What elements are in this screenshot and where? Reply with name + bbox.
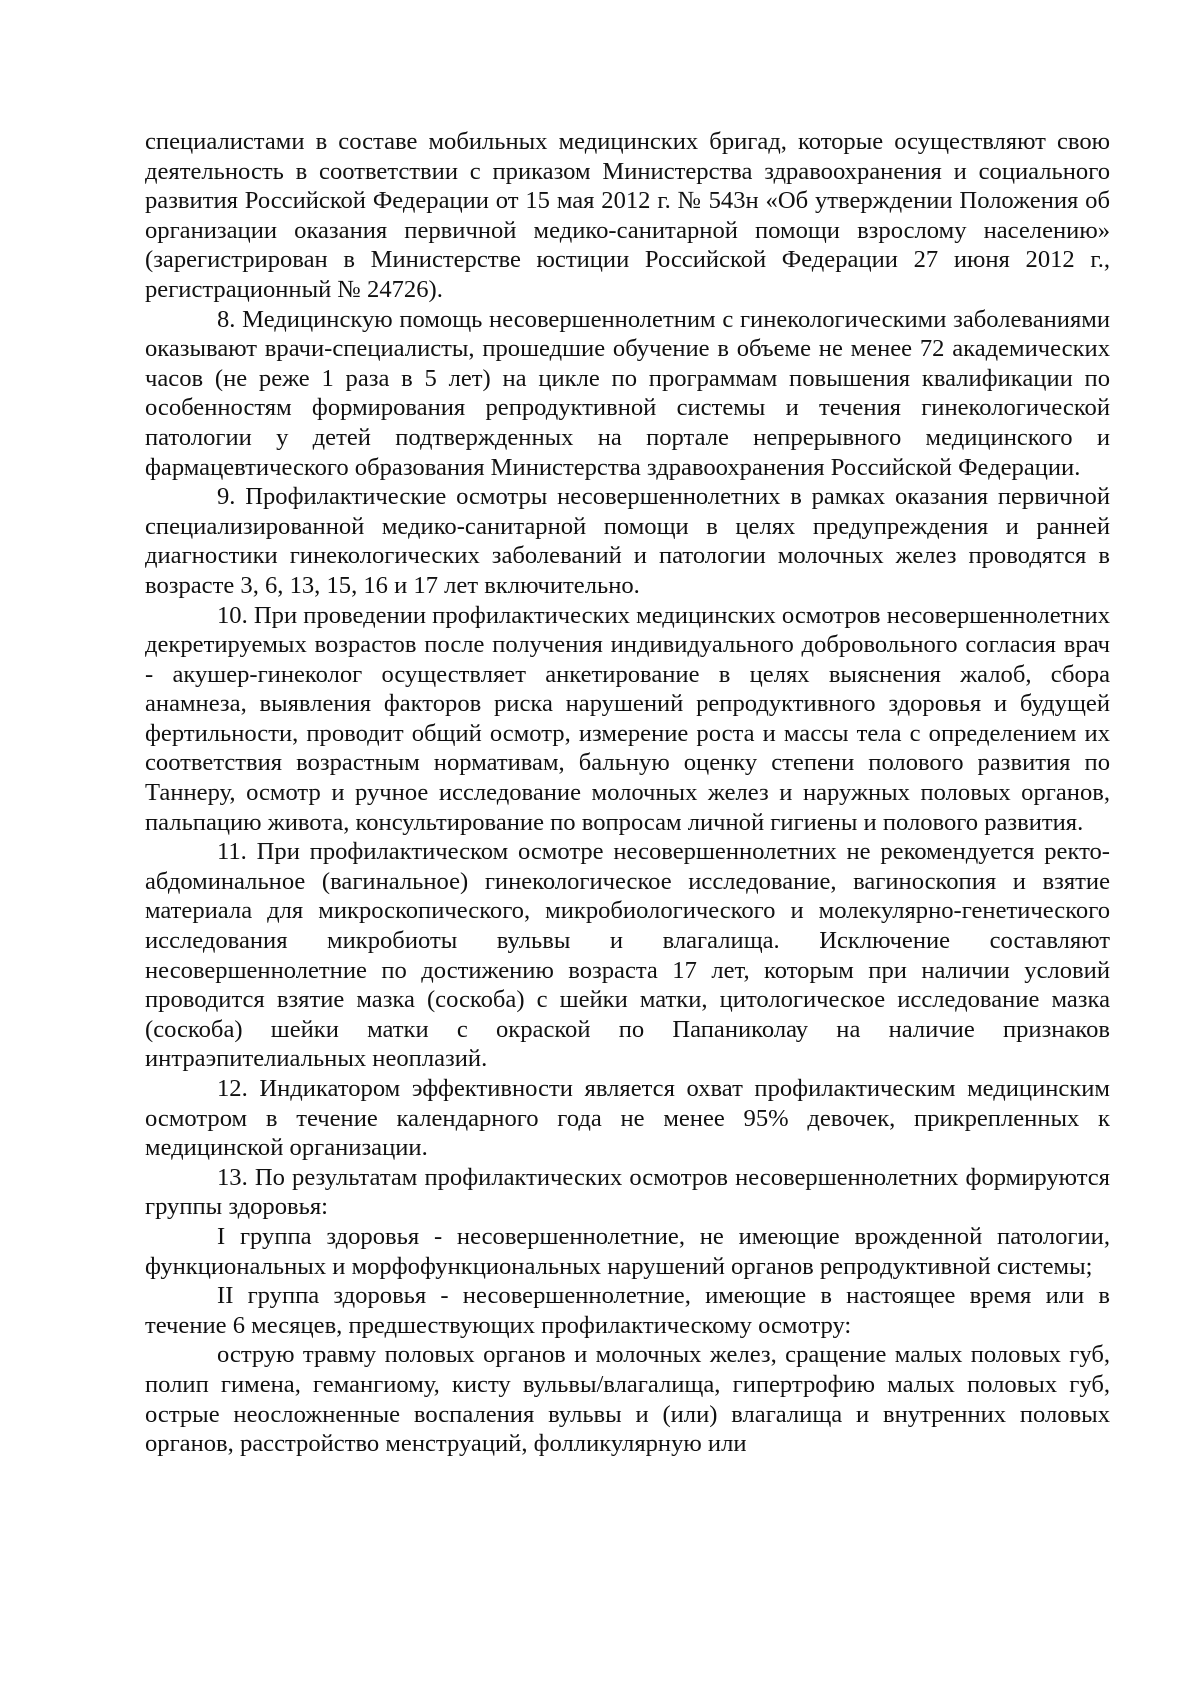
document-body [145,127,1110,1459]
paragraph-continuation: специалистами в составе мобильных медицинских бригад, которые осуществляют свою деятельность в соответствии с приказом Министерства здравоохранения и социального развития Российской Федерации от 15 мая 2012 г. № 543н «Об утверждении Положения об организации оказания первичной медико-санитарной помощи взрослому населению» (зарегистрирован в Министерстве юстиции Российской Федерации 27 июня 2012 г., регистрационный № 24726). [145,128,1110,303]
health-group-2: II группа здоровья - несовершеннолетние, имеющие в настоящее время или в течение 6 месяцев, предшествующих профилактическому осмотру: [145,1282,1110,1339]
paragraph-item-8: 8. Медицинскую помощь несовершеннолетним с гинекологическими заболеваниями оказывают врачи-специалисты, прошедшие обучение в объеме не менее 72 академических часов (не реже 1 раза в 5 лет) на цикле по программам повышения квалификации по особенностям формирования репродуктивной системы и течения гинекологической патологии у детей подтвержденных на портале непрерывного медицинского и фармацевтического образования Министерства здравоохранения Российской Федерации. [145,305,1110,481]
health-group-1: I группа здоровья - несовершеннолетние, не имеющие врожденной патологии, функциональных и морфофункциональных нарушений органов репродуктивной системы; [145,1222,1110,1280]
health-group-2-conditions: острую травму половых органов и молочных желез, сращение малых половых губ, полип гимена, гемангиому, кисту вульвы/влагалища, гипертрофию малых половых губ, острые неосложненные воспаления вульвы и (или) влагалища и внутренних половых органов, расстройство менструаций, фолликулярную или [145,1341,1110,1458]
paragraph-item-9: 9. Профилактические осмотры несовершеннолетних в рамках оказания первичной специализированной медико-санитарной помощи в целях предупреждения и ранней диагностики гинекологических заболеваний и патологии молочных желез проводятся в возрасте 3, 6, 13, 15, 16 и 17 лет включительно. [145,483,1110,599]
paragraph-item-10: 10. При проведении профилактических медицинских осмотров несовершеннолетних декретируемых возрастов после получения индивидуального добровольного согласия врач - акушер-гинеколог осуществляет анкетирование в целях выяснения жалоб, сбора анамнеза, выявления факторов риска нарушений репродуктивного здоровья и будущей фертильности, проводит общий осмотр, измерение роста и массы тела с определением их соответствия возрастным нормативам, бальную оценку степени полового развития по Таннеру, осмотр и ручное исследование молочных желез и наружных половых органов, пальпацию живота, консультирование по вопросам личной гигиены и полового развития. [145,601,1110,836]
paragraph-item-13: 13. По результатам профилактических осмотров несовершеннолетних формируются группы здоровья: [145,1163,1110,1221]
paragraph-item-12: 12. Индикатором эффективности является охват профилактическим медицинским осмотром в течение календарного года не менее 95% девочек, прикрепленных к медицинской организации. [145,1075,1110,1162]
paragraph-item-11: 11. При профилактическом осмотре несовершеннолетних не рекомендуется ректо-абдоминальное (вагинальное) гинекологическое исследование, вагиноскопия и взятие материала для микроскопического, микробиологического и молекулярно-генетического исследования микробиоты вульвы и влагалища. Исключение составляют несовершеннолетние по достижению возраста 17 лет, которым при наличии условий проводится взятие мазка (соскоба) с шейки матки, цитологическое исследование мазка (соскоба) шейки матки с окраской по Папаниколау на наличие признаков интраэпителиальных неоплазий. [145,838,1110,1073]
